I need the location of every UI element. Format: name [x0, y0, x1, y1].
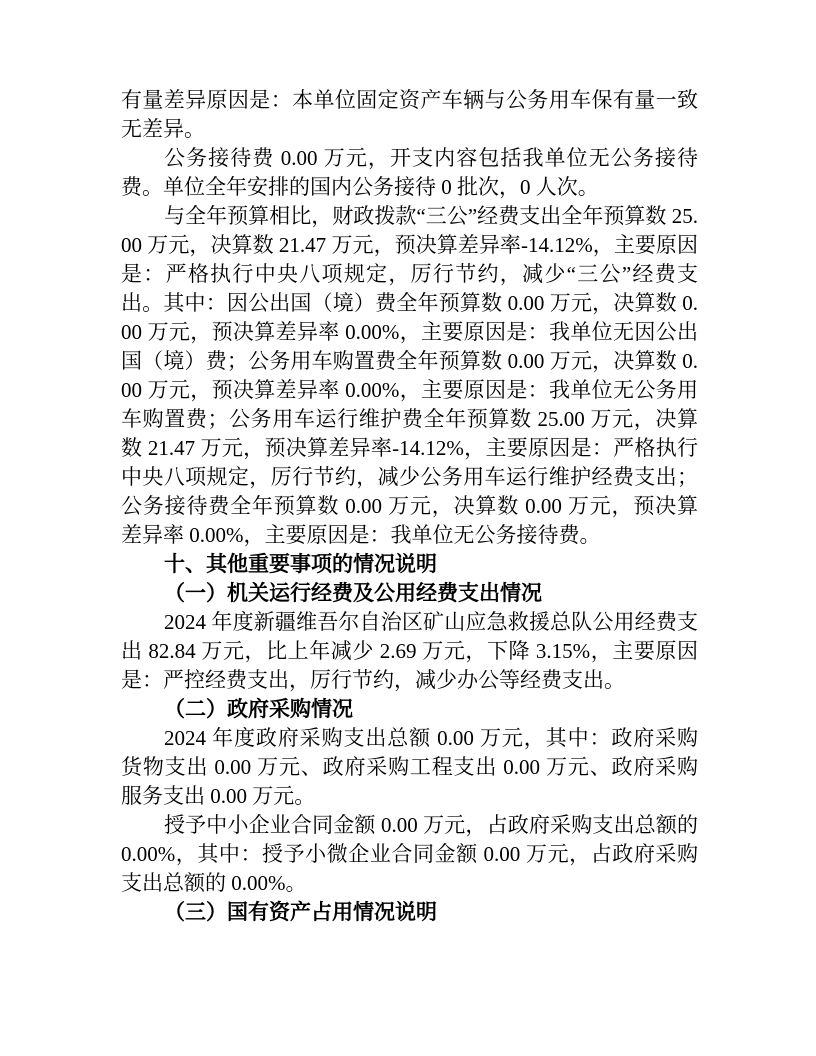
paragraph-sme-contract-amounts: 授予中小企业合同金额 0.00 万元，占政府采购支出总额的 0.00%，其中：授予小微企业合同金额 0.00 万元，占政府采购支出总额的 0.00%。	[121, 813, 698, 895]
paragraph-official-reception-expense: 公务接待费 0.00 万元，开支内容包括我单位无公务接待费。单位全年安排的国内公务接待 0 批次，0 人次。	[121, 146, 698, 199]
paragraph-public-expense-details: 2024 年度新疆维吾尔自治区矿山应急救援总队公用经费支出 82.84 万元，比上年减少 2.69 万元，下降 3.15%，主要原因是：严控经费支出，厉行节约，减少办公等经费支出。	[121, 610, 698, 692]
paragraph-procurement-totals: 2024 年度政府采购支出总额 0.00 万元，其中：政府采购货物支出 0.00 万元、政府采购工程支出 0.00 万元、政府采购服务支出 0.00 万元。	[121, 726, 698, 808]
paragraph-three-public-budget-comparison: 与全年预算相比，财政拨款“三公”经费支出全年预算数 25.00 万元，决算数 21.47 万元，预决算差异率-14.12%，主要原因是：严格执行中央八项规定，厉行节约，减少“三公”经费支出。其中：因公出国（境）费全年预算数 0.00 万元，决算数 0.00 万元，预决算差异率 0.00%，主要原因是：我单位无因公出国（境）费；公务用车购置费全年预算数 0.00 万元，决算数 0.00 万元，预决算差异率 0.00%，主要原因是：我单位无公务用车购置费；公务用车运行维护费全年预算数 25.00 万元，决算数 21.47 万元，预决算差异率-14.12%，主要原因是：严格执行中央八项规定，厉行节约，减少公务用车运行维护经费支出；公务接待费全年预算数 0.00 万元，决算数 0.00 万元，预决算差异率 0.00%，主要原因是：我单位无公务接待费。	[121, 204, 698, 547]
subheading-two-government-procurement: （二）政府采购情况	[164, 698, 353, 721]
subheading-three-state-owned-assets: （三）国有资产占用情况说明	[164, 901, 437, 924]
document-text-block	[121, 86, 698, 927]
subheading-one-operating-and-public-expense: （一）机关运行经费及公用经费支出情况	[164, 582, 542, 605]
heading-section-ten-other-important-matters: 十、其他重要事项的情况说明	[164, 553, 437, 576]
paragraph-vehicle-variance-carryover: 有量差异原因是：本单位固定资产车辆与公务用车保有量一致无差异。	[121, 88, 698, 141]
